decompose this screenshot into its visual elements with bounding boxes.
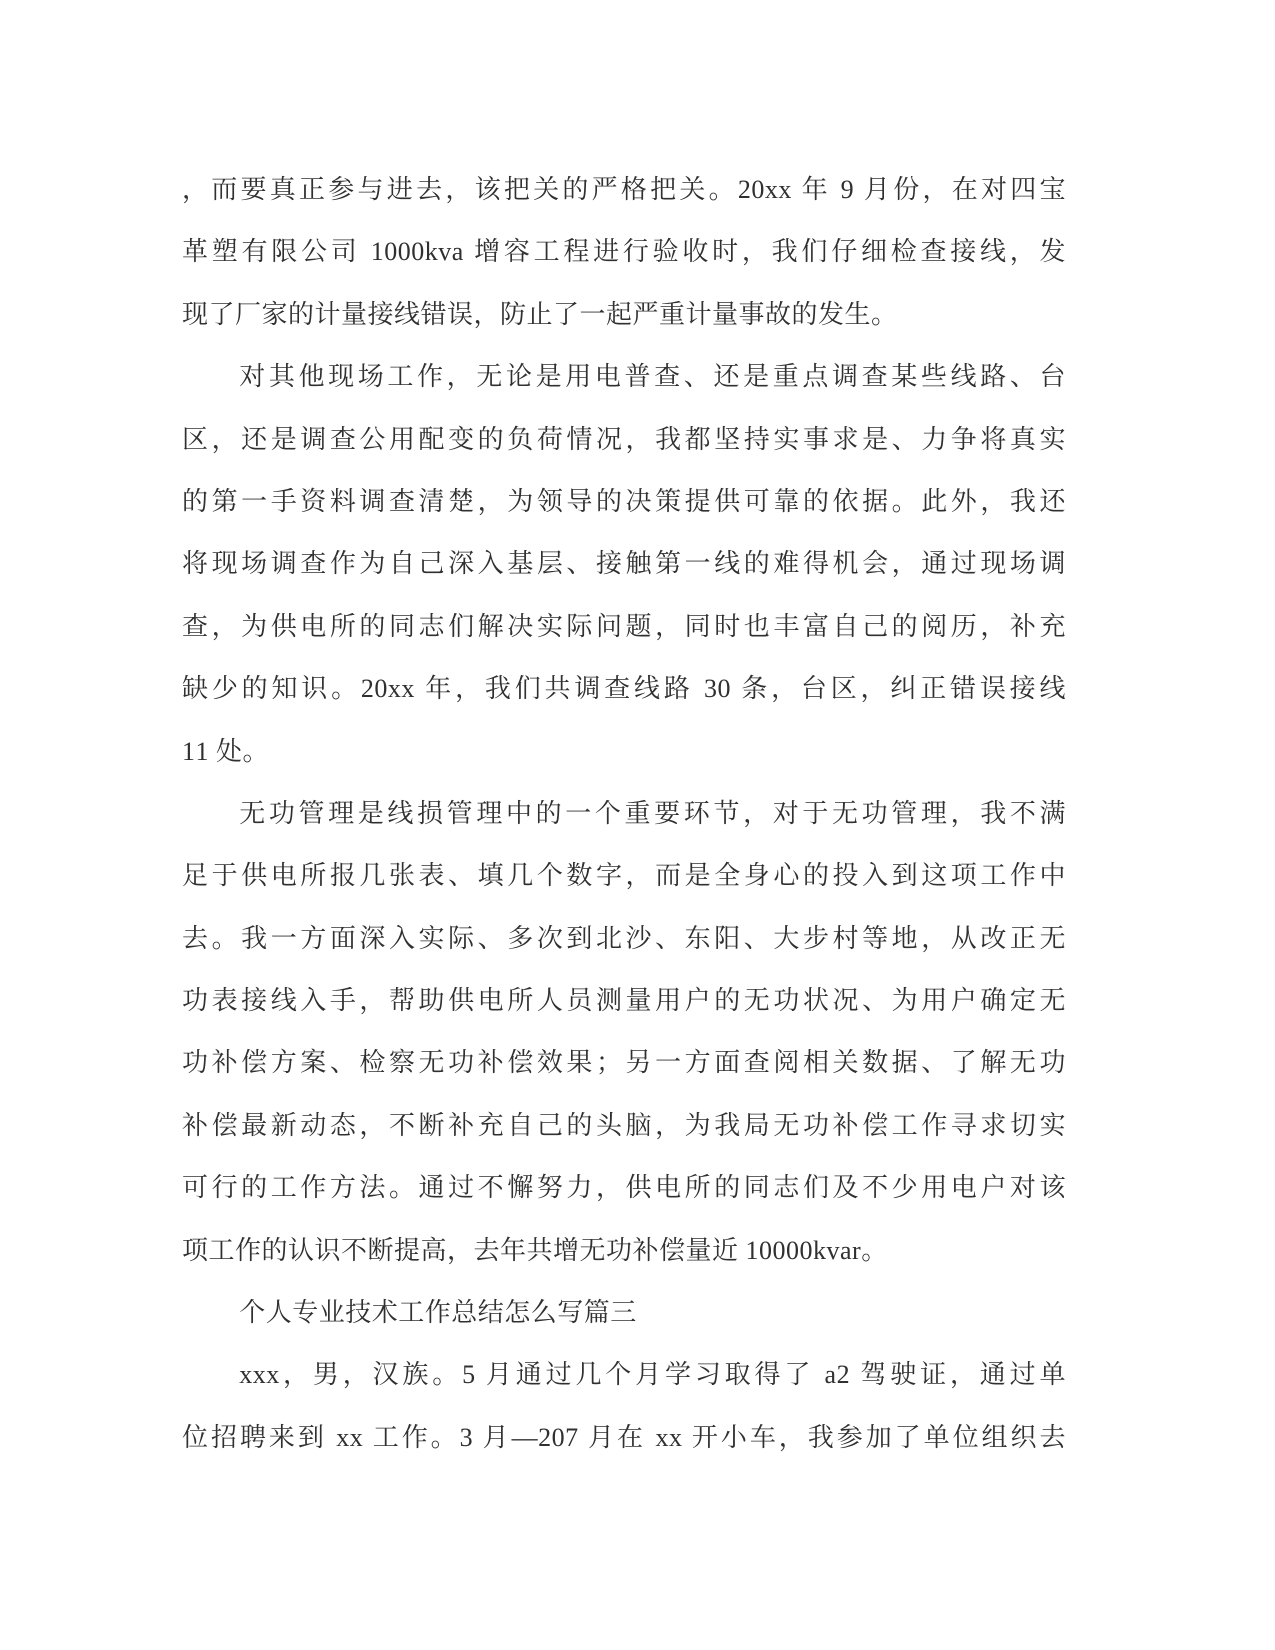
- doc-line: 补偿最新动态，不断补充自己的头脑，为我局无功补偿工作寻求切实: [182, 1110, 1066, 1140]
- doc-line: ，而要真正参与进去，该把关的严格把关。20xx 年 9 月份，在对四宝: [182, 175, 1066, 204]
- doc-line: 缺少的知识。20xx 年，我们共调查线路 30 条，台区，纠正错误接线: [182, 674, 1066, 704]
- doc-line paragraph-end: 项工作的认识不断提高，去年共增无功补偿量近 10000kvar。: [182, 1235, 888, 1265]
- doc-line: 的第一手资料调查清楚，为领导的决策提供可靠的依据。此外，我还: [182, 486, 1066, 516]
- doc-line: 将现场调查作为自己深入基层、接触第一线的难得机会，通过现场调: [182, 549, 1066, 579]
- doc-line section-heading: 个人专业技术工作总结怎么写篇三: [239, 1298, 637, 1328]
- doc-line paragraph-start: xxx，男，汉族。5 月通过几个月学习取得了 a2 驾驶证，通过单: [239, 1360, 1066, 1390]
- doc-line: 功表接线入手，帮助供电所人员测量用户的无功状况、为用户确定无: [182, 986, 1066, 1016]
- doc-line: 革塑有限公司 1000kva 增容工程进行验收时，我们仔细检查接线，发: [182, 237, 1066, 267]
- doc-line: 查，为供电所的同志们解决实际问题，同时也丰富自己的阅历，补充: [182, 611, 1066, 641]
- doc-line: 可行的工作方法。通过不懈努力，供电所的同志们及不少用电户对该: [182, 1173, 1066, 1203]
- doc-line: 区，还是调查公用配变的负荷情况，我都坚持实事求是、力争将真实: [182, 424, 1066, 454]
- doc-line paragraph-start: 无功管理是线损管理中的一个重要环节，对于无功管理，我不满: [239, 798, 1066, 828]
- doc-line: 位招聘来到 xx 工作。3 月—207 月在 xx 开小车，我参加了单位组织去: [182, 1422, 1066, 1452]
- doc-line: 功补偿方案、检察无功补偿效果；另一方面查阅相关数据、了解无功: [182, 1048, 1066, 1078]
- doc-line paragraph-end: 现了厂家的计量接线错误，防止了一起严重计量事故的发生。: [182, 299, 898, 329]
- doc-line: 去。我一方面深入实际、多次到北沙、东阳、大步村等地，从改正无: [182, 923, 1066, 953]
- doc-line paragraph-end: 11 处。: [182, 736, 270, 766]
- doc-line: 足于供电所报几张表、填几个数字，而是全身心的投入到这项工作中: [182, 861, 1066, 891]
- text-block: [182, 159, 1066, 1469]
- doc-line paragraph-start: 对其他现场工作，无论是用电普查、还是重点调查某些线路、台: [239, 362, 1066, 392]
